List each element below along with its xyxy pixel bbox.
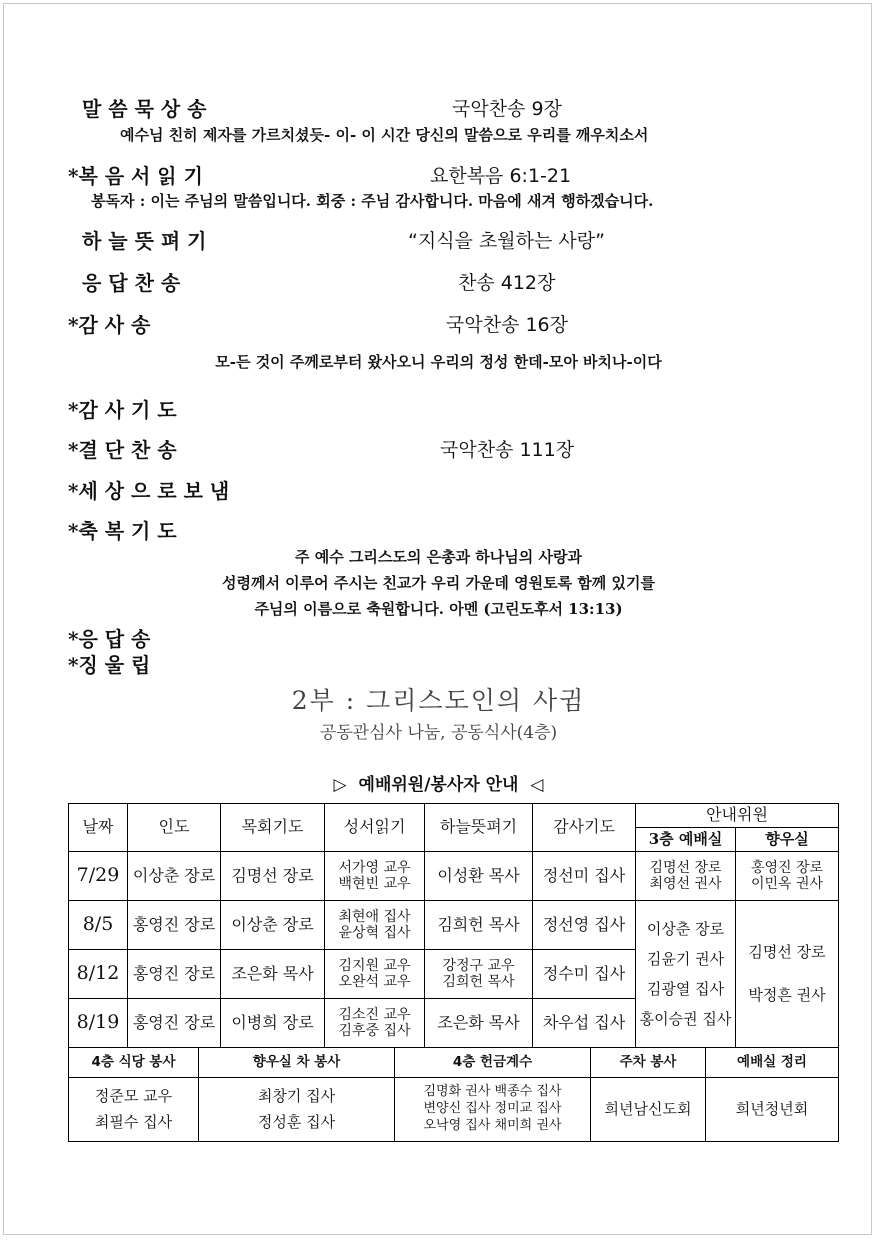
row-lead: 홍영진 장로: [128, 999, 221, 1048]
blessing-line-3: 주님의 이름으로 축원합니다. 아멘 (고린도후서 13:13): [254, 600, 623, 618]
row-reading-2: 백현빈 교우: [338, 876, 411, 892]
row-pastoral: 조은화 목사: [221, 950, 325, 999]
guide-3f-name: 홍이승권 집사: [639, 1010, 732, 1028]
header-lead: 인도: [128, 804, 221, 852]
row-sermon-1: 강정구 교우: [442, 957, 515, 974]
row-guide-3f-2: 최영선 권사: [649, 876, 722, 892]
row-reading-1: 김소진 교우: [338, 1006, 411, 1023]
order-value-7: 국악찬송 111장: [440, 439, 575, 461]
order-label-8: *세 상 으 로 보 냄: [68, 479, 230, 503]
blessing-line-2: 성령께서 이루어 주시는 친교가 우리 가운데 영원토록 함께 있기를: [221, 574, 655, 592]
order-label-5: *감 사 송: [68, 313, 151, 337]
duty-name: 변양신 집사 정미교 집사: [423, 1101, 562, 1117]
service-duty-table: [68, 1047, 839, 1142]
section-heading: [0, 770, 877, 795]
guide-hyang-name: 김명선 장로: [748, 942, 826, 961]
order-value-4: 찬송 412장: [458, 272, 556, 294]
guide-3f-name: 김광열 집사: [646, 980, 725, 998]
duty-name: 최필수 집사: [94, 1112, 173, 1131]
guide-3f-name: 이상춘 장로: [646, 920, 725, 938]
row-date: 8/19: [69, 999, 128, 1048]
order-value-2: 요한복음 6:1-21: [430, 165, 572, 187]
header-thanks: 감사기도: [533, 804, 636, 852]
row-thanks: 정선미 집사: [533, 852, 636, 901]
row-lead: 홍영진 장로: [128, 950, 221, 999]
table-row: [69, 852, 839, 901]
duty-header-cleanup: 예배실 정리: [706, 1048, 839, 1078]
section-title: 예배위원/봉사자 안내: [358, 775, 519, 795]
row-thanks: 정선영 집사: [533, 901, 636, 950]
header-reading: 성서읽기: [325, 804, 425, 852]
part2-title: 2부 : 그리스도인의 사귐: [291, 686, 586, 715]
row-thanks: 차우섭 집사: [533, 999, 636, 1048]
order-value-3: “지식을 초월하는 사랑”: [408, 230, 605, 252]
row-lead: 이상춘 장로: [128, 852, 221, 901]
guide-3f-name: 김윤기 권사: [646, 950, 725, 968]
order-sub-2: 봉독자 : 이는 주님의 말씀입니다. 회중 : 주님 감사합니다. 마음에 새겨 행하겠습니다.: [91, 192, 654, 210]
row-pastoral: 이병희 장로: [221, 999, 325, 1048]
order-label-1: 말 씀 묵 상 송: [82, 97, 207, 121]
duty-name: 정성훈 집사: [257, 1112, 336, 1131]
order-label-4: 응 답 찬 송: [82, 271, 181, 295]
order-label-6: *감 사 기 도: [68, 398, 177, 422]
row-guide-3f-1: 김명선 장로: [649, 859, 722, 876]
row-reading-2: 윤상혁 집사: [338, 925, 411, 941]
order-value-5: 국악찬송 16장: [446, 314, 568, 336]
duty-offering: [395, 1078, 591, 1142]
header-guide-hyang: 향우실: [736, 828, 839, 852]
triangle-left-icon: ◁: [530, 775, 544, 795]
duty-header-offering: 4층 헌금계수: [395, 1048, 591, 1078]
triangle-right-icon: ▷: [333, 775, 347, 795]
order-value-1: 국악찬송 9장: [452, 98, 562, 120]
row-sermon-2: 김희헌 목사: [442, 974, 515, 990]
duty-tea: [199, 1078, 395, 1142]
row-date: 8/5: [69, 901, 128, 950]
duty-cleanup: 희년청년회: [706, 1078, 839, 1142]
order-label-9: *축 복 기 도: [68, 519, 177, 543]
row-reading-1: 서가영 교우: [338, 859, 411, 876]
duty-name: 오낙영 집사 채미희 권사: [423, 1117, 562, 1133]
row-guide-hyang-2: 이민옥 권사: [750, 876, 824, 892]
row-thanks: 정수미 집사: [533, 950, 636, 999]
row-reading-2: 김후중 집사: [338, 1023, 411, 1039]
guide-hyang-merged: [736, 901, 839, 1048]
row-pastoral: 김명선 장로: [221, 852, 325, 901]
row-guide-hyang-1: 홍영진 장로: [750, 859, 824, 876]
order-label-3: 하 늘 뜻 펴 기: [82, 229, 207, 253]
header-pastoral: 목회기도: [221, 804, 325, 852]
duty-header-dining: 4층 식당 봉사: [69, 1048, 199, 1078]
row-reading-1: 김지원 교우: [338, 957, 411, 974]
table-row: [69, 901, 839, 950]
blessing-line-1: 주 예수 그리스도의 은총과 하나님의 사랑과: [295, 548, 582, 566]
row-date: 7/29: [69, 852, 128, 901]
order-sub-5: 모-든 것이 주께로부터 왔사오니 우리의 정성 한데-모아 바치나-이다: [215, 353, 662, 371]
order-sub-1: 예수님 친히 제자를 가르치셨듯- 이- 이 시간 당신의 말씀으로 우리를 깨우치소서: [120, 126, 649, 144]
row-reading-2: 오완석 교우: [338, 974, 411, 990]
order-label-7: *결 단 찬 송: [68, 438, 177, 462]
duty-name: 최창기 집사: [257, 1087, 336, 1105]
row-pastoral: 이상춘 장로: [221, 901, 325, 950]
order-label-10: *응 답 송: [68, 627, 151, 651]
header-date: 날짜: [69, 804, 128, 852]
row-reading-1: 최현애 집사: [338, 908, 411, 925]
duty-header-tea: 향우실 차 봉사: [199, 1048, 395, 1078]
duty-header-parking: 주차 봉사: [591, 1048, 706, 1078]
duty-parking: 희년남신도회: [591, 1078, 706, 1142]
part2-subtitle: 공동관심사 나눔, 공동식사(4층): [319, 723, 558, 743]
row-date: 8/12: [69, 950, 128, 999]
duty-name: 정준모 교우: [94, 1087, 173, 1105]
row-sermon: 이성환 목사: [425, 852, 533, 901]
duty-name: 김명화 권사 백종수 집사: [423, 1084, 562, 1100]
duty-dining: [69, 1078, 199, 1142]
header-sermon: 하늘뜻펴기: [425, 804, 533, 852]
guide-hyang-name: 박정흔 권사: [748, 986, 826, 1004]
volunteer-schedule-table: [68, 803, 839, 1048]
row-sermon: 김희헌 목사: [425, 901, 533, 950]
order-label-11: *징 울 립: [68, 653, 151, 677]
guide-3f-merged: [636, 901, 736, 1048]
header-guide: 안내위원: [636, 804, 839, 828]
order-label-2: *복 음 서 읽 기: [68, 164, 203, 188]
header-guide-3f: 3층 예배실: [636, 828, 736, 852]
row-sermon: 조은화 목사: [425, 999, 533, 1048]
row-lead: 홍영진 장로: [128, 901, 221, 950]
